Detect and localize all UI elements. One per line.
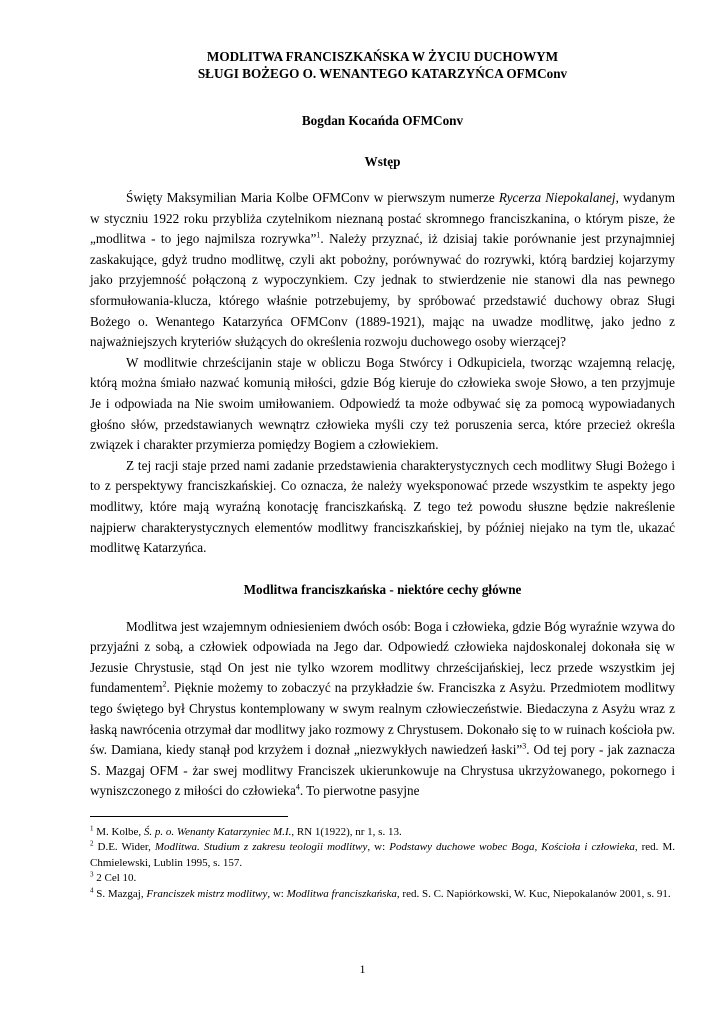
text-run: , w: [267, 887, 287, 900]
italic-title: Ś. p. o. Wenanty Katarzyniec M.I. [143, 826, 292, 839]
text-run: , red. M. Chmielewski, Lublin 1995, s. 157. [90, 841, 675, 869]
text-run: S. Mazgaj, [93, 887, 147, 900]
footnote-number: 4 [90, 886, 94, 894]
document-page [90, 48, 675, 902]
italic-title: Modlitwa. Studium z zakresu teologii modlitwy [154, 841, 368, 854]
paragraph-prayer-1 [90, 617, 675, 802]
footnote-3 [90, 871, 675, 886]
text-run: M. Kolbe, [93, 826, 144, 839]
text-run: , RN 1(1922), nr 1, s. 13. [291, 826, 402, 839]
text-run: . Od tej pory - jak zaznacza S. Mazgaj OFM - żar swej modlitwy Franciszek ukierunkowuje na Chrystusa ukrzyżowanego, pokornego i wyniszczonego z miłości do człowieka [90, 742, 676, 799]
section-heading-modlitwa: Modlitwa franciszkańska - niektóre cechy główne [243, 581, 522, 597]
page-number: 1 [359, 962, 366, 976]
document-title [90, 48, 675, 82]
footnote-4 [90, 887, 675, 902]
footnote-2 [90, 840, 675, 871]
footnote-number: 1 [90, 824, 94, 833]
text-run: , red. S. C. Napiórkowski, W. Kuc, Niepokalanów 2001, s. 91. [396, 887, 671, 900]
text-run: , w: [367, 841, 390, 854]
footnote-divider [90, 816, 288, 817]
italic-title: Podstawy duchowe wobec Boga, Kościoła i człowieka [389, 841, 635, 854]
text-run: 2 Cel 10. [93, 872, 137, 885]
text-run: . Pięknie możemy to zobaczyć na przykładzie św. Franciszka z Asyżu. Przedmiotem modlitwy tego świętego był Chrystus kontemplowany w swym realnym człowieczeństwie. Biedaczyna z Asyżu wraz z łaską nawrócenia otrzymał dar modlitwy jako rozmowy z Chrystusem. Dokonało się to w ruinach kościoła pw. św. Damiana, kiedy stanął pod krzyżem i doznał „niezwykłych nawiedzeń łaski” [90, 680, 675, 758]
text-run: . Należy przyznać, iż dzisiaj takie porównanie jest przynajmniej zaskakujące, gdyż trudno modlitwę, czyli akt pobożny, porównywać do rozrywki, którą bardziej kojarzymy jako przyjemność połączoną z wypoczynkiem. Czy jednak to stwierdzenie nie stanowi dla nas pewnego sformułowania-klucza, którego właśnie potrzebujemy, by spróbować przedstawić duchowy obraz Sługi Bożego o. Wenantego Katarzyńca OFMConv (1889-1921), mając na uwadze modlitwę, jako jedno z najważniejszych kryteriów służących do określenia rozwoju duchowego osoby wierzącej? [90, 231, 675, 350]
footnote-1 [90, 825, 675, 840]
author-name: Bogdan Kocańda OFMConv [301, 113, 464, 128]
footnote-number: 3 [90, 870, 94, 879]
title-line-2: SŁUGI BOŻEGO O. WENANTEGO KATARZYŃCA OFMConv [197, 66, 568, 81]
text-run: Modlitwa jest wzajemnym odniesieniem dwóch osób: Boga i człowieka, gdzie Bóg wyraźnie wzywa do przyjaźni z sobą, a człowiek odpowiada na Jego dar. Odpowiedź człowieka najdoskonalej dokonała się w Jezusie Chrystusie, stąd On jest nie tylko wzorem modlitwy chrześcijańskiej, lecz przede wszystkim jej fundamentem [90, 618, 675, 696]
footnote-ref-2[interactable]: 2 [162, 680, 167, 690]
text-run: Święty Maksymilian Maria Kolbe OFMConv w pierwszym numerze [126, 190, 499, 205]
text-run: . To pierwotne pasyjne [299, 783, 420, 799]
footnote-ref-3[interactable]: 3 [522, 741, 527, 751]
italic-title: Modlitwa franciszkańska [286, 887, 397, 900]
title-line-1: MODLITWA FRANCISZKAŃSKA W ŻYCIU DUCHOWYM [206, 49, 559, 64]
footnote-ref-4[interactable]: 4 [295, 783, 300, 793]
text-run: D.E. Wider, [93, 841, 155, 854]
paragraph-intro-3: Z tej racji staje przed nami zadanie przedstawienia charakterystycznych cech modlitwy Sługi Bożego i to z perspektywy franciszkańskiej. Co oznacza, że należy wyeksponować przede wszystkim te aspekty jego modlitwy, które mają wyraźną konotację franciszkańską. Z tego też powodu słuszne będzie nakreślenie najpierw charakterystycznych elementów modlitwy franciszkańskiej, by później niejako na tym tle, ukazać modlitwę Katarzyńca. [90, 457, 675, 556]
italic-title: Rycerza Niepokalanej [498, 190, 616, 205]
footnote-ref-1[interactable]: 1 [316, 230, 321, 240]
paragraph-intro-2: W modlitwie chrześcijanin staje w obliczu Boga Stwórcy i Odkupiciela, tworząc wzajemną relację, którą można śmiało nazwać komunią miłości, gdzie Bóg kieruje do człowieka swoje Słowo, a ten przyjmuje Je i odpowiada na Nie swoim umiłowaniem. Odpowiedź ta może odbywać się za pomocą wypowiadanych głośno słów, przedstawianych wewnątrz człowieka myśli czy też poruszenia serca, które przecież określa związek i charakter przymierza pomiędzy Bogiem a człowiekiem. [90, 354, 675, 453]
footnote-number: 2 [90, 839, 94, 848]
italic-title: Franciszek mistrz modlitwy [146, 887, 268, 900]
section-heading-wstep: Wstęp [364, 154, 401, 169]
paragraph-intro-1 [90, 188, 675, 353]
text-run: , wydanym w styczniu 1922 roku przybliża czytelnikom nieznaną postać skromnego franciszkanina, o którym pisze, że „modlitwa - to jego najmilsza rozrywka” [90, 190, 675, 247]
